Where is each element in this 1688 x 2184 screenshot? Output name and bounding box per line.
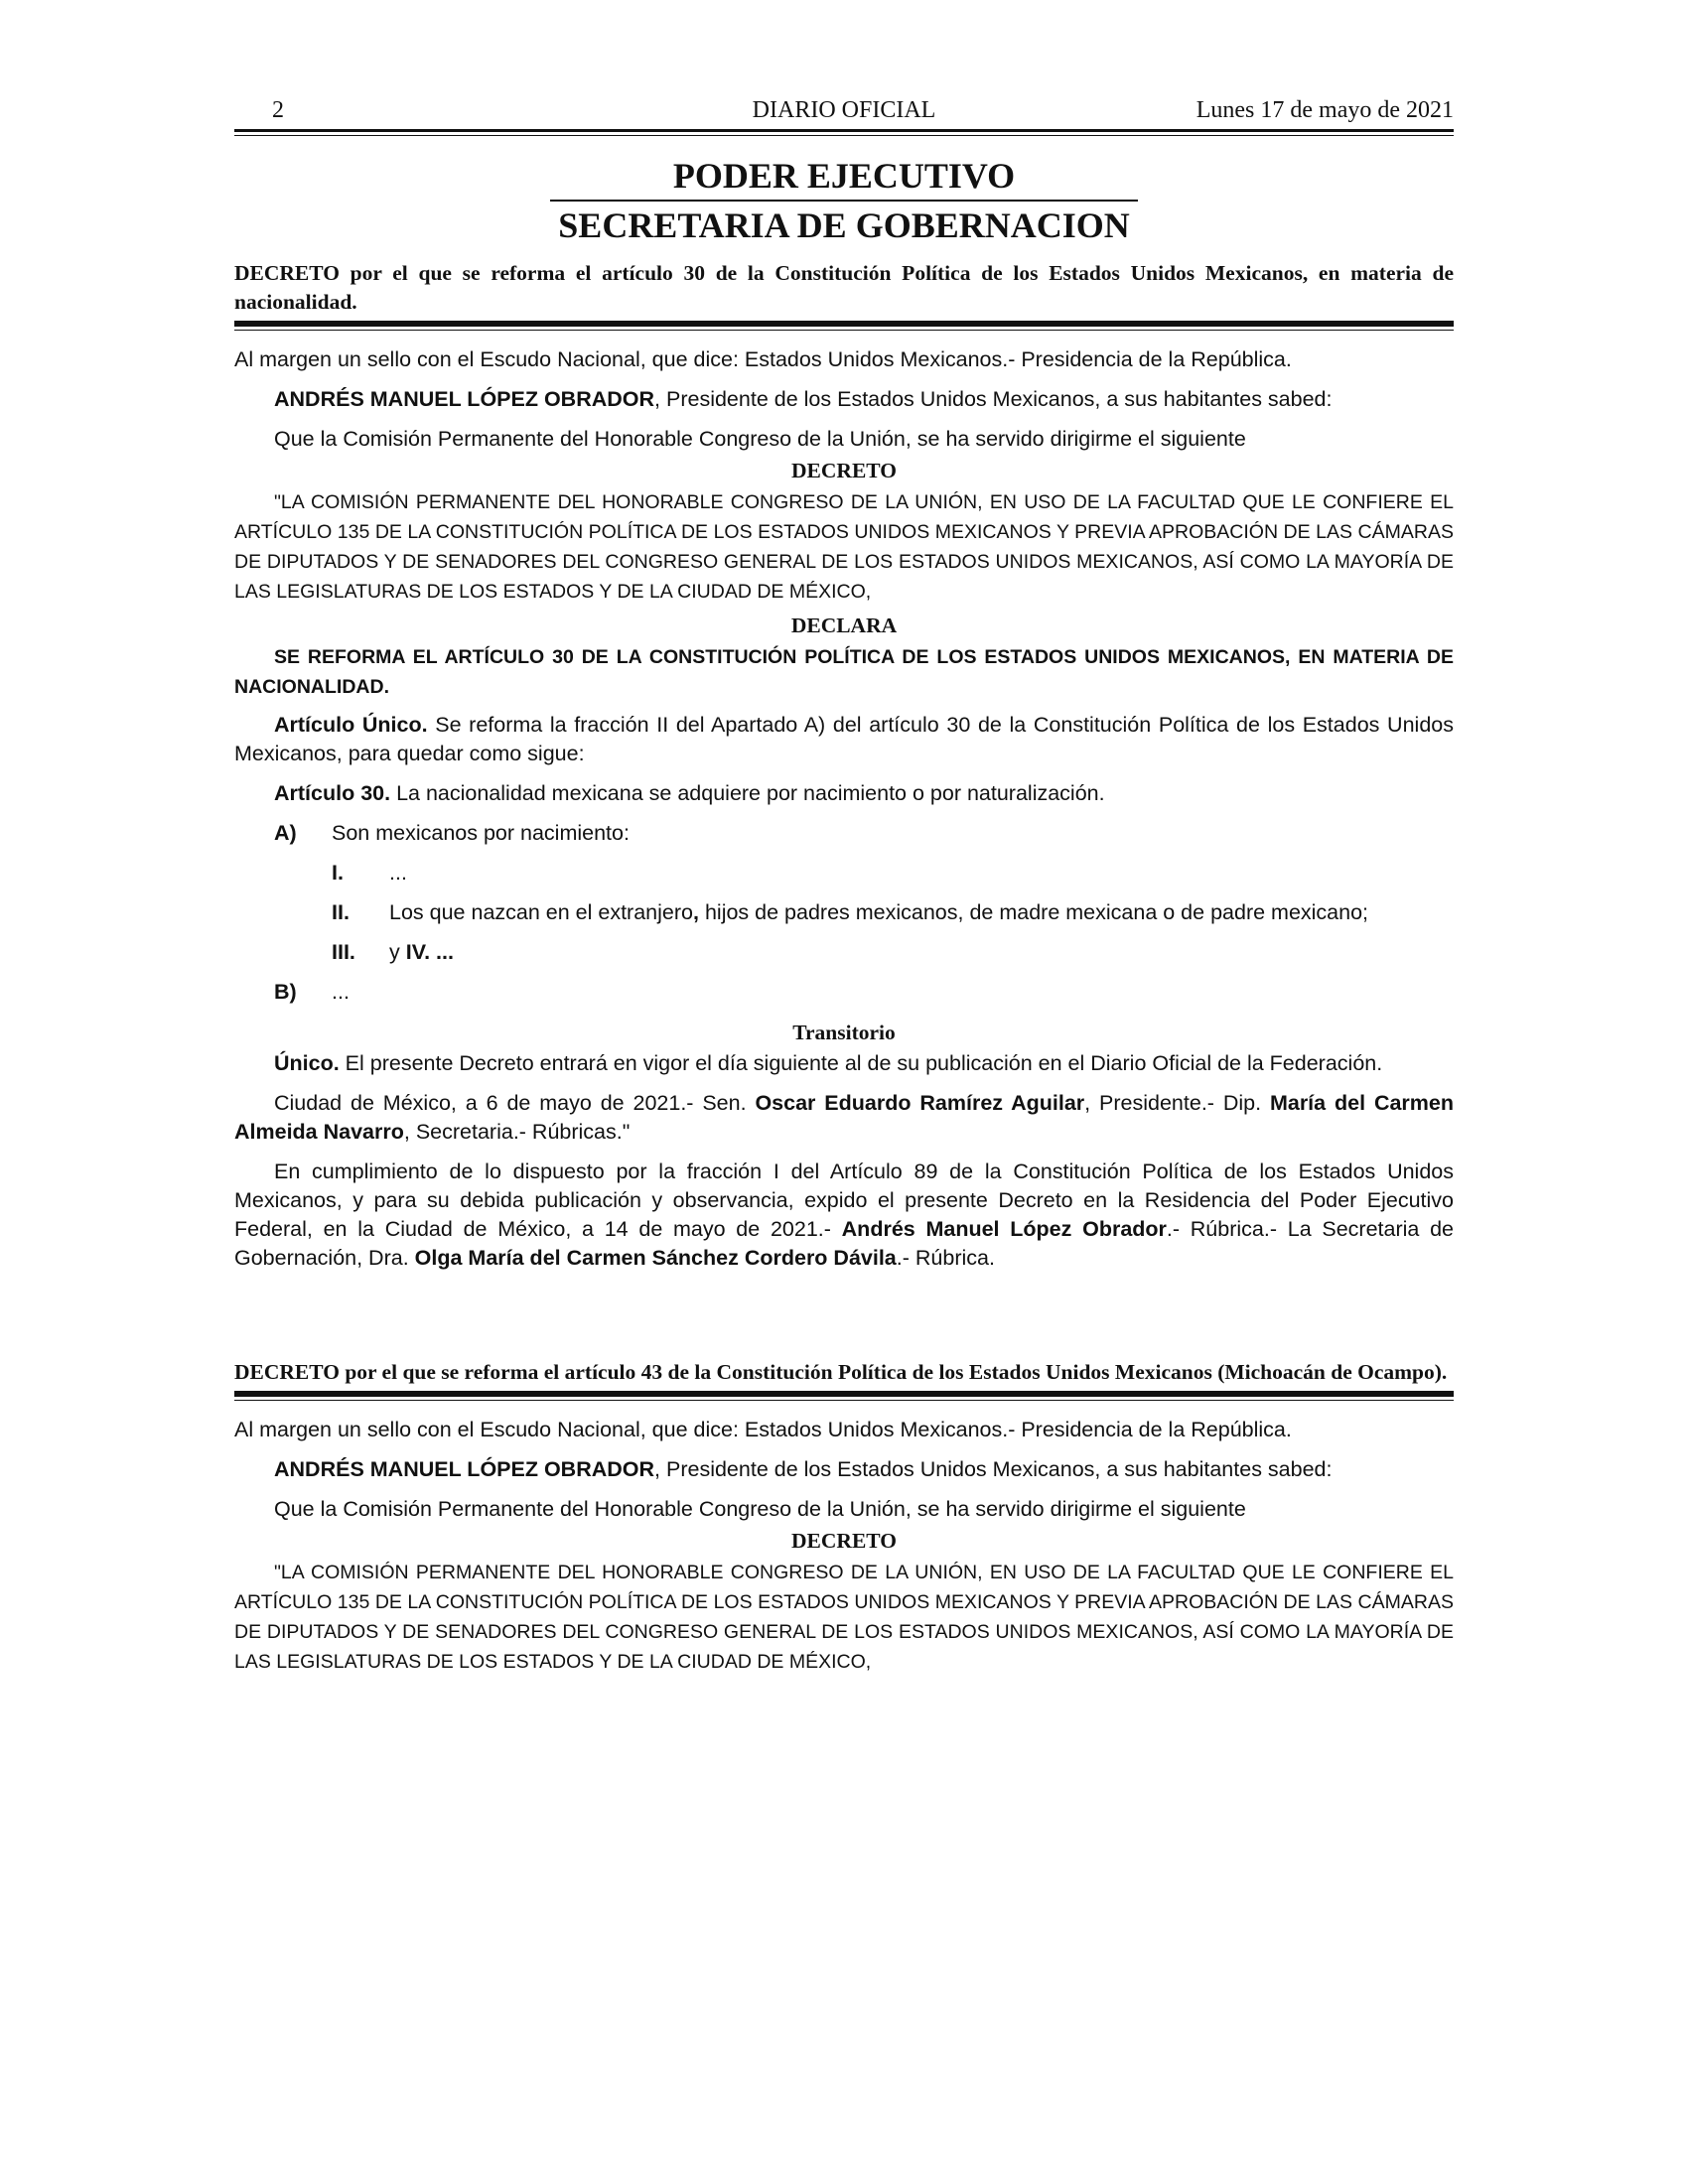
decree-title-lead: DECRETO xyxy=(234,1360,340,1384)
decree-title-rest: por el que se reforma el artículo 30 de la Constitución Política de los Estados Unidos Mexicanos, en materia de nacionalidad. xyxy=(234,261,1454,314)
president-name: ANDRÉS MANUEL LÓPEZ OBRADOR xyxy=(274,1457,655,1481)
commission-paragraph: Que la Comisión Permanente del Honorable Congreso de la Unión, se ha servido dirigirme el siguiente xyxy=(274,427,1246,451)
list-item xyxy=(234,938,1454,967)
list-text xyxy=(389,898,1454,927)
fulfillment-name-1: Andrés Manuel López Obrador xyxy=(841,1217,1167,1241)
list-text xyxy=(389,938,1454,967)
publication-name: DIARIO OFICIAL xyxy=(752,97,936,123)
list-text-b: hijos de padres mexicanos, de madre mexicana o de padre mexicano; xyxy=(698,900,1369,924)
list-text: Son mexicanos por nacimiento: xyxy=(332,821,630,845)
president-paragraph xyxy=(234,385,1454,414)
margin-seal-text: Al margen un sello con el Escudo Nacional, que dice: Estados Unidos Mexicanos.- Presidencia de la República. xyxy=(234,1418,1292,1441)
list-text-a: Los que nazcan en el extranjero xyxy=(389,900,693,924)
fulfillment-text-2: .- Rúbrica.- La Secretaria de Gobernación, Dra. xyxy=(234,1217,1455,1270)
list-item xyxy=(234,978,1454,1007)
fulfillment-text-1: En cumplimiento de lo dispuesto por la fracción I del Artículo 89 de la Constitución Política de los Estados Unidos Mexicanos, y para su debida publicación y observancia, expido el presente Decreto en la Residencia del Poder Ejecutivo Federal, en la Ciudad de México, a 14 de mayo de 2021.- xyxy=(234,1160,1454,1241)
list-text-iv: IV. ... xyxy=(405,940,454,964)
president-rest: , Presidente de los Estados Unidos Mexicanos, a sus habitantes sabed: xyxy=(654,1457,1333,1481)
article-30-text: La nacionalidad mexicana se adquiere por nacimiento o por naturalización. xyxy=(390,781,1105,805)
page xyxy=(234,95,1454,1677)
decree-1 xyxy=(234,259,1454,1273)
list-item xyxy=(234,819,1454,848)
list-label: I. xyxy=(332,861,344,885)
article-30-list xyxy=(234,819,1454,1007)
list-text: ... xyxy=(332,980,350,1004)
list-text-comma: , xyxy=(693,900,699,924)
double-rule-divider xyxy=(234,1391,1454,1408)
decree-2 xyxy=(234,1358,1454,1677)
decreto-heading: DECRETO xyxy=(791,1529,897,1553)
list-text-y: y xyxy=(389,940,406,964)
signing-paragraph xyxy=(234,1089,1454,1147)
list-label: A) xyxy=(274,821,297,845)
list-label: II. xyxy=(332,900,350,924)
section-heading xyxy=(234,152,1454,249)
running-header xyxy=(234,95,1454,132)
article-30-paragraph xyxy=(234,779,1454,808)
transitorio-heading: Transitorio xyxy=(792,1021,896,1044)
page-number: 2 xyxy=(272,97,284,123)
commission-paragraph: Que la Comisión Permanente del Honorable Congreso de la Unión, se ha servido dirigirme el siguiente xyxy=(274,1497,1246,1521)
article-30-label: Artículo 30. xyxy=(274,781,391,805)
fulfillment-text-3: .- Rúbrica. xyxy=(896,1246,995,1270)
list-label: III. xyxy=(332,940,355,964)
list-item xyxy=(234,859,1454,887)
fulfillment-name-2: Olga María del Carmen Sánchez Cordero Dávila xyxy=(414,1246,897,1270)
declara-heading: DECLARA xyxy=(790,614,898,637)
fulfillment-paragraph xyxy=(234,1158,1454,1273)
signing-text-3: , Secretaria.- Rúbricas." xyxy=(403,1120,631,1144)
article-unico-text: Se reforma la fracción II del Apartado A) del artículo 30 de la Constitución Política de los Estados Unidos Mexicanos, para quedar como sigue: xyxy=(234,713,1454,765)
decree-title-rest: por el que se reforma el artículo 43 de la Constitución Política de los Estados Unidos Mexicanos (Michoacán de Ocampo). xyxy=(339,1360,1448,1384)
signer-name-1: Oscar Eduardo Ramírez Aguilar xyxy=(755,1091,1085,1115)
preamble-text: "LA COMISIÓN PERMANENTE DEL HONORABLE CONGRESO DE LA UNIÓN, EN USO DE LA FACULTAD QUE LE CONFIERE EL ARTÍCULO 135 DE LA CONSTITUCIÓN POLÍTICA DE LOS ESTADOS UNIDOS MEXICANOS Y PREVIA APROBACIÓN DE LAS CÁMARAS DE DIPUTADOS Y DE SENADORES DEL CONGRESO GENERAL DE LOS ESTADOS UNIDOS MEXICANOS, ASÍ COMO LA MAYORÍA DE LAS LEGISLATURAS DE LOS ESTADOS Y DE LA CIUDAD DE MÉXICO, xyxy=(234,491,1454,603)
preamble-text: "LA COMISIÓN PERMANENTE DEL HONORABLE CONGRESO DE LA UNIÓN, EN USO DE LA FACULTAD QUE LE CONFIERE EL ARTÍCULO 135 DE LA CONSTITUCIÓN POLÍTICA DE LOS ESTADOS UNIDOS MEXICANOS Y PREVIA APROBACIÓN DE LAS CÁMARAS DE DIPUTADOS Y DE SENADORES DEL CONGRESO GENERAL DE LOS ESTADOS UNIDOS MEXICANOS, ASÍ COMO LA MAYORÍA DE LAS LEGISLATURAS DE LOS ESTADOS Y DE LA CIUDAD DE MÉXICO, xyxy=(234,1562,1454,1673)
issue-date: Lunes 17 de mayo de 2021 xyxy=(1196,97,1454,123)
decreto-heading: DECRETO xyxy=(791,459,897,482)
president-rest: , Presidente de los Estados Unidos Mexicanos, a sus habitantes sabed: xyxy=(654,387,1333,411)
section-subtitle: SECRETARIA DE GOBERNACION xyxy=(550,200,1137,249)
decree-title-lead: DECRETO xyxy=(234,261,340,285)
section-title: PODER EJECUTIVO xyxy=(672,156,1016,196)
article-unico-paragraph xyxy=(234,711,1454,768)
margin-seal-text: Al margen un sello con el Escudo Nacional, que dice: Estados Unidos Mexicanos.- Presidencia de la República. xyxy=(234,347,1292,371)
president-name: ANDRÉS MANUEL LÓPEZ OBRADOR xyxy=(274,387,655,411)
signing-text-2: , Presidente.- Dip. xyxy=(1084,1091,1270,1115)
double-rule-divider xyxy=(234,321,1454,338)
list-label: B) xyxy=(274,980,297,1004)
declara-text: SE REFORMA EL ARTÍCULO 30 DE LA CONSTITUCIÓN POLÍTICA DE LOS ESTADOS UNIDOS MEXICANOS, EN MATERIA DE NACIONALIDAD. xyxy=(234,646,1454,698)
list-item xyxy=(234,898,1454,927)
article-unico-label: Artículo Único. xyxy=(274,713,428,737)
signer-name-2: María del Carmen Almeida Navarro xyxy=(234,1091,1455,1144)
decree-title xyxy=(234,1358,1454,1387)
decree-title xyxy=(234,259,1454,317)
unico-paragraph xyxy=(234,1049,1454,1078)
president-paragraph xyxy=(234,1455,1454,1484)
unico-text: El presente Decreto entrará en vigor el día siguiente al de su publicación en el Diario Oficial de la Federación. xyxy=(339,1051,1383,1075)
unico-label: Único. xyxy=(274,1051,340,1075)
signing-text-1: Ciudad de México, a 6 de mayo de 2021.- Sen. xyxy=(274,1091,756,1115)
list-text: ... xyxy=(389,861,407,885)
